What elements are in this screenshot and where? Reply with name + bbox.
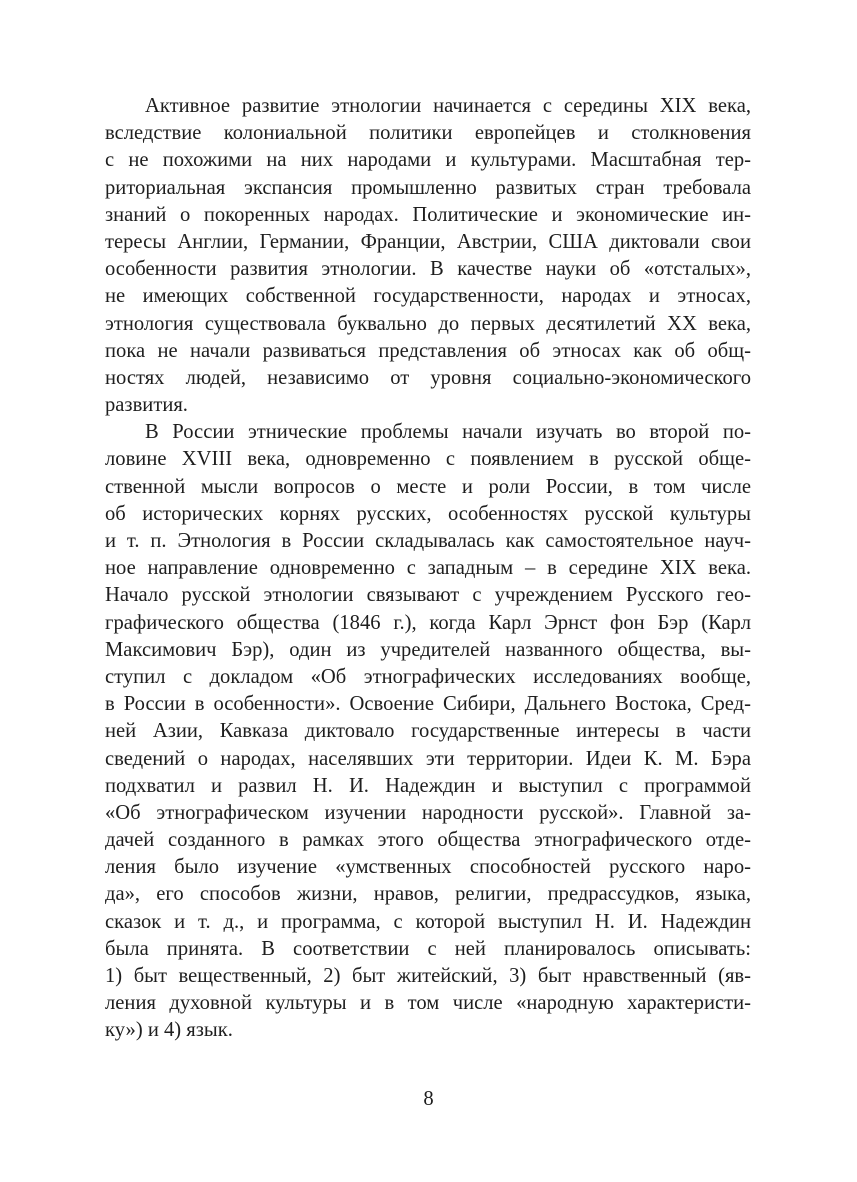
text-line: с не похожими на них народами и культурами. Масштабная тер- bbox=[105, 149, 751, 172]
text-line: была принята. В соответствии с ней планировалось описывать: bbox=[105, 937, 751, 960]
text-line: дачей созданного в рамках этого общества этнографического отде- bbox=[105, 829, 751, 852]
paragraph-1 bbox=[105, 93, 751, 419]
text-line: ностях людей, независимо от уровня социально-экономического bbox=[105, 366, 751, 389]
text-line: 1) быт вещественный, 2) быт житейский, 3) быт нравственный (яв- bbox=[105, 965, 751, 987]
text-line: графического общества (1846 г.), когда Карл Эрнст фон Бэр (Карл bbox=[105, 611, 751, 634]
text-line: ловине XVIII века, одновременно с появлением в русской обще- bbox=[105, 448, 751, 471]
text-line: об исторических корнях русских, особенностях русской культуры bbox=[105, 502, 751, 525]
text-line: В России этнические проблемы начали изучать во второй по- bbox=[145, 421, 751, 444]
text-line: риториальная экспансия промышленно развитых стран требовала bbox=[105, 176, 751, 199]
text-line: и т. п. Этнология в России складывалась как самостоятельное науч- bbox=[105, 530, 751, 552]
text-line: развития. bbox=[105, 394, 188, 417]
text-line: в России в особенности». Освоение Сибири, Дальнего Востока, Сред- bbox=[105, 693, 751, 716]
text-line: ное направление одновременно с западным – в середине XIX века. bbox=[105, 557, 751, 580]
text-line: Максимович Бэр), один из учредителей названного общества, вы- bbox=[105, 638, 751, 661]
text-line: особенности развития этнологии. В качестве науки об «отсталых», bbox=[105, 258, 751, 281]
text-line: вследствие колониальной политики европейцев и столкновения bbox=[105, 122, 751, 145]
page-body bbox=[105, 93, 751, 1045]
text-line: тересы Англии, Германии, Франции, Австрии, США диктовали свои bbox=[105, 230, 751, 253]
text-line: сведений о народах, населявших эти территории. Идеи К. М. Бэра bbox=[105, 747, 751, 770]
text-line: ственной мысли вопросов о месте и роли России, в том числе bbox=[105, 475, 751, 498]
text-line: подхватил и развил Н. И. Надеждин и выступил с программой bbox=[105, 774, 751, 797]
page-number: 8 bbox=[423, 1088, 434, 1110]
text-line: да», его способов жизни, нравов, религии, предрассудков, языка, bbox=[105, 883, 751, 906]
text-line: сказок и т. д., и программа, с которой выступил Н. И. Надеждин bbox=[105, 910, 751, 933]
text-line: ступил с докладом «Об этнографических исследованиях вообще, bbox=[105, 665, 751, 688]
paragraph-2 bbox=[105, 419, 751, 1044]
text-line: ления было изучение «умственных способностей русского наро- bbox=[105, 856, 751, 879]
text-line: Начало русской этнологии связывают с учреждением Русского гео- bbox=[105, 584, 751, 607]
text-line: ку») и 4) язык. bbox=[105, 1019, 233, 1042]
text-line: пока не начали развиваться представления об этносах как об общ- bbox=[105, 339, 751, 362]
text-line: «Об этнографическом изучении народности русской». Главной за- bbox=[105, 801, 751, 824]
text-line: Активное развитие этнологии начинается с середины XIX века, bbox=[145, 95, 751, 117]
text-line: ней Азии, Кавказа диктовало государственные интересы в части bbox=[105, 720, 751, 743]
text-line: знаний о покоренных народах. Политические и экономические ин- bbox=[105, 203, 751, 226]
text-line: ления духовной культуры и в том числе «народную характеристи- bbox=[105, 992, 751, 1015]
text-line: этнология существовала буквально до первых десятилетий XX века, bbox=[105, 312, 751, 335]
text-line: не имеющих собственной государственности, народах и этносах, bbox=[105, 285, 751, 308]
